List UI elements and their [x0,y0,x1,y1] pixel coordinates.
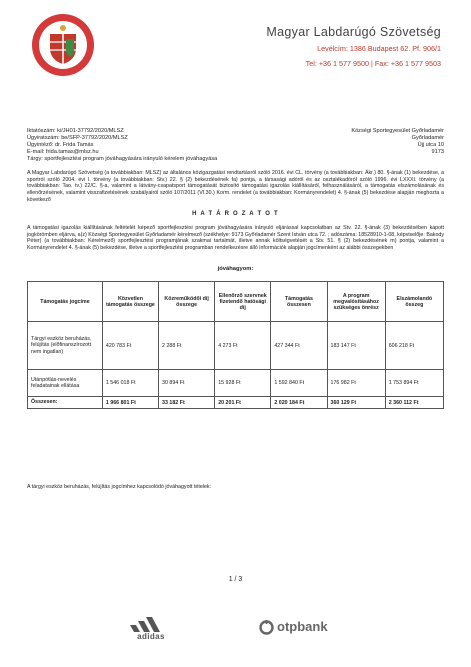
document-meta [27,128,267,163]
sponsor-otpbank: otpbank [277,619,328,634]
subject-line: Tárgy: sportfejlesztési program jóváhagyására irányuló kérelem jóváhagyása [27,155,218,162]
recipient-name: Községi Sportegyesület Győrladamér [351,128,444,134]
table-cell: 1 753 894 Ft [385,370,443,397]
table-cell: Összesen: [28,397,103,409]
table-cell: 183 147 Ft [327,322,385,370]
table-cell: 33 182 Ft [159,397,215,409]
case-number: Ügyiratszám: be/SFP-37792/2020/MLSZ [27,134,128,141]
table-cell: 606 218 Ft [385,322,443,370]
table-cell: 427 344 Ft [271,322,327,370]
decision-paragraph: A támogatási igazolás kiállításának feltételét képező sportfejlesztési program jóváhagyására irányuló eljárással kapcsolatban az Stv. 22. §-ának (3) bekezdésében kapott jogkörömben eljárva, a(z) Községi Sportegyesület Győrladamér kérelmező (székhelye: 9173 Győrladamér Szent István utca 72. ; adószáma: 18528910-1-08, képviselője: Bakody Péter) (a továbbiakban: Kérelmező) sportfejlesztési programjának szakmai tartalmát, illetve annak költségvetését a Stv. 51. § (2) bekezdésének m) pontja, valamint a Kormányrendelet 4. §-ának (5) bekezdése, illetve a sportfejlesztési programban rendelkezésre álló információk alapján jogcímenként az alábbi összegekben [27,225,444,252]
table-cell: 2 020 184 Ft [271,397,327,409]
table-header: Támogatás jogcíme [28,282,103,322]
org-name: Magyar Labdarúgó Szövetség [266,25,441,39]
recipient-city: Győrladamér [411,134,444,141]
after-table-text: A tárgyi eszköz beruházás, felújítás jogcímhez kapcsolódó jóváhagyott tételek: [27,484,212,490]
table-header: Ellenőrző szervnek fizetendő hatósági díj [215,282,271,322]
table-cell: 2 360 112 Ft [385,397,443,409]
table-cell: 15 928 Ft [215,370,271,397]
table-total-row [28,397,444,409]
recipient-street: Újj utca 10 [417,141,444,148]
org-address: Levélcím: 1386 Budapest 62. Pf. 906/1 [317,44,441,53]
table-cell: Utánpótlás-nevelés feladatainak ellátása [28,370,103,397]
table-cell: 4 273 Ft [215,322,271,370]
table-row [28,322,444,370]
otp-logo-icon [259,620,274,635]
table-cell: 1 966 801 Ft [102,397,158,409]
recipient-address [300,128,444,156]
table-cell: 30 894 Ft [159,370,215,397]
table-header: Támogatás összesen [271,282,327,322]
intro-paragraph: A Magyar Labdarúgó Szövetség (a továbbiakban: MLSZ) az általános közigazgatási rendtartásról szóló 2016. évi CL. törvény (a továbbiakban: Ákr.) 80. §-ának (1) bekezdése, a sportról szóló 2004. évi I. törvény (a továbbiakban: Stv.) 22. § (2) bekezdésének fa) pontja, a társasági adóról és az osztalékadóról szóló 1996. évi LXXXI. törvény (a továbbiakban: Tao. tv.) 22/C. §-a, valamint a látvány-csapatsport támogatását biztosító támogatási igazolás kiállításáról, felhasználásáról, a támogatás elszámolásának és ellenőrzésének, valamint visszafizetésének szabályairól szóló 107/2011 (VI.30.) Korm. rendelet (a továbbiakban: Kormányrendelet) 4. §-ának (5) bekezdése alapján meghozta a következő [27,170,444,203]
recipient-zip: 9173 [431,148,444,155]
table-header: A program megvalósításához szükséges önrész [327,282,385,322]
file-number: Iktatószám: ki/JH01-37792/2020/MLSZ [27,128,124,134]
sponsor-adidas: adidas [137,632,165,641]
table-cell: 2 288 Ft [159,322,215,370]
approval-label: jóváhagyom: [217,266,254,272]
decision-heading: H A T Á R O Z A T O T [192,211,279,217]
table-cell: 20 201 Ft [215,397,271,409]
table-cell: 1 592 840 Ft [271,370,327,397]
table-header-row [28,282,444,322]
table-row [28,370,444,397]
table-cell: 360 129 Ft [327,397,385,409]
table-header: Elszámolandó összeg [385,282,443,322]
table-cell: 1 546 018 Ft [102,370,158,397]
mlsz-crest-icon [30,12,96,78]
table-cell: Tárgyi eszköz beruházás, felújítás (előfinanszírozott nem ingatlan) [28,322,103,370]
case-officer: Ügyintéző: dr. Frida Tamás [27,141,94,148]
org-contact: Tel: +36 1 577 9500 | Fax: +36 1 577 9503 [305,59,441,68]
table-cell: 176 982 Ft [327,370,385,397]
table-header: Közvetlen támogatás összege [102,282,158,322]
table-cell: 420 783 Ft [102,322,158,370]
officer-email[interactable]: E-mail: frida.tamas@mlsz.hu [27,148,99,155]
grant-table [27,281,444,409]
page-number: 1 / 3 [228,576,243,583]
table-header: Közreműködői díj összege [159,282,215,322]
